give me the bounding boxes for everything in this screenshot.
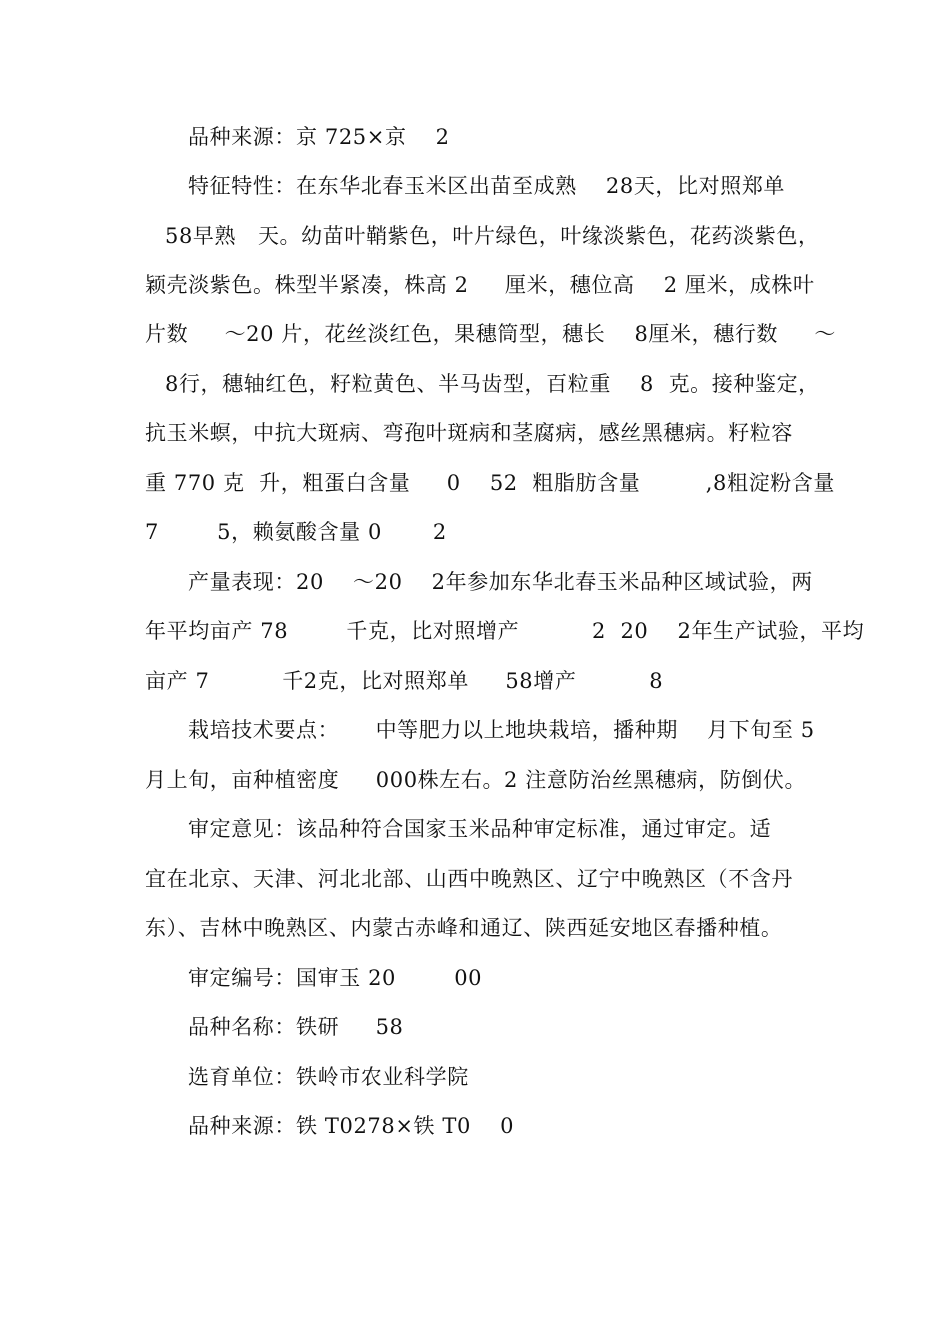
text-line: 颖壳淡紫色。株型半紧凑，株高 2 厘米，穗位高 2 厘米，成株叶 [145, 273, 815, 297]
text-line-variety-source: 品种来源：京 725×京 2 [188, 125, 450, 149]
text-line: 片数 ～20 片，花丝淡红色，果穗筒型，穗长 8厘米，穗行数 ～ [145, 322, 837, 346]
text-line: 58早熟 天。幼苗叶鞘紫色，叶片绿色，叶缘淡紫色，花药淡紫色， [165, 224, 820, 248]
text-line-cultivation: 栽培技术要点： 中等肥力以上地块栽培，播种期 月下旬至 5 [188, 718, 815, 742]
text-line: 东）、吉林中晚熟区、内蒙古赤峰和通辽、陕西延安地区春播种植。 [145, 916, 783, 940]
text-line: 重 770 克 升，粗蛋白含量 0 52 粗脂肪含量 ,8粗淀粉含量 [145, 471, 836, 495]
text-line-characteristics: 特征特性：在东华北春玉米区出苗至成熟 28天，比对照郑单 [188, 174, 786, 198]
text-line: 8行，穗轴红色，籽粒黄色、半马齿型，百粒重 8 克。接种鉴定， [165, 372, 820, 396]
text-line: 抗玉米螟，中抗大斑病、弯孢叶斑病和茎腐病，感丝黑穗病。籽粒容 [145, 421, 793, 445]
text-line-approval-number: 审定编号：国审玉 20 00 [188, 966, 483, 990]
text-line: 年平均亩产 78 千克，比对照增产 2 20 2年生产试验，平均 [145, 619, 865, 643]
text-line-approval-opinion: 审定意见：该品种符合国家玉米品种审定标准，通过审定。适 [188, 817, 772, 841]
text-line-variety-source: 品种来源：铁 T0278×铁 T0 0 [188, 1114, 515, 1138]
text-line: 宜在北京、天津、河北北部、山西中晚熟区、辽宁中晚熟区（不含丹 [145, 867, 793, 891]
text-line-variety-name: 品种名称：铁研 58 [188, 1015, 404, 1039]
text-line-breeding-unit: 选育单位：铁岭市农业科学院 [188, 1065, 469, 1089]
text-line: 亩产 7 千2克，比对照郑单 58增产 8 [145, 669, 664, 693]
text-line: 7 5，赖氨酸含量 0 2 [145, 520, 447, 544]
text-line-yield: 产量表现：20 ～20 2年参加东华北春玉米品种区域试验，两 [188, 570, 813, 594]
text-line: 月上旬，亩种植密度 000株左右。2 注意防治丝黑穗病，防倒伏。 [145, 768, 807, 792]
